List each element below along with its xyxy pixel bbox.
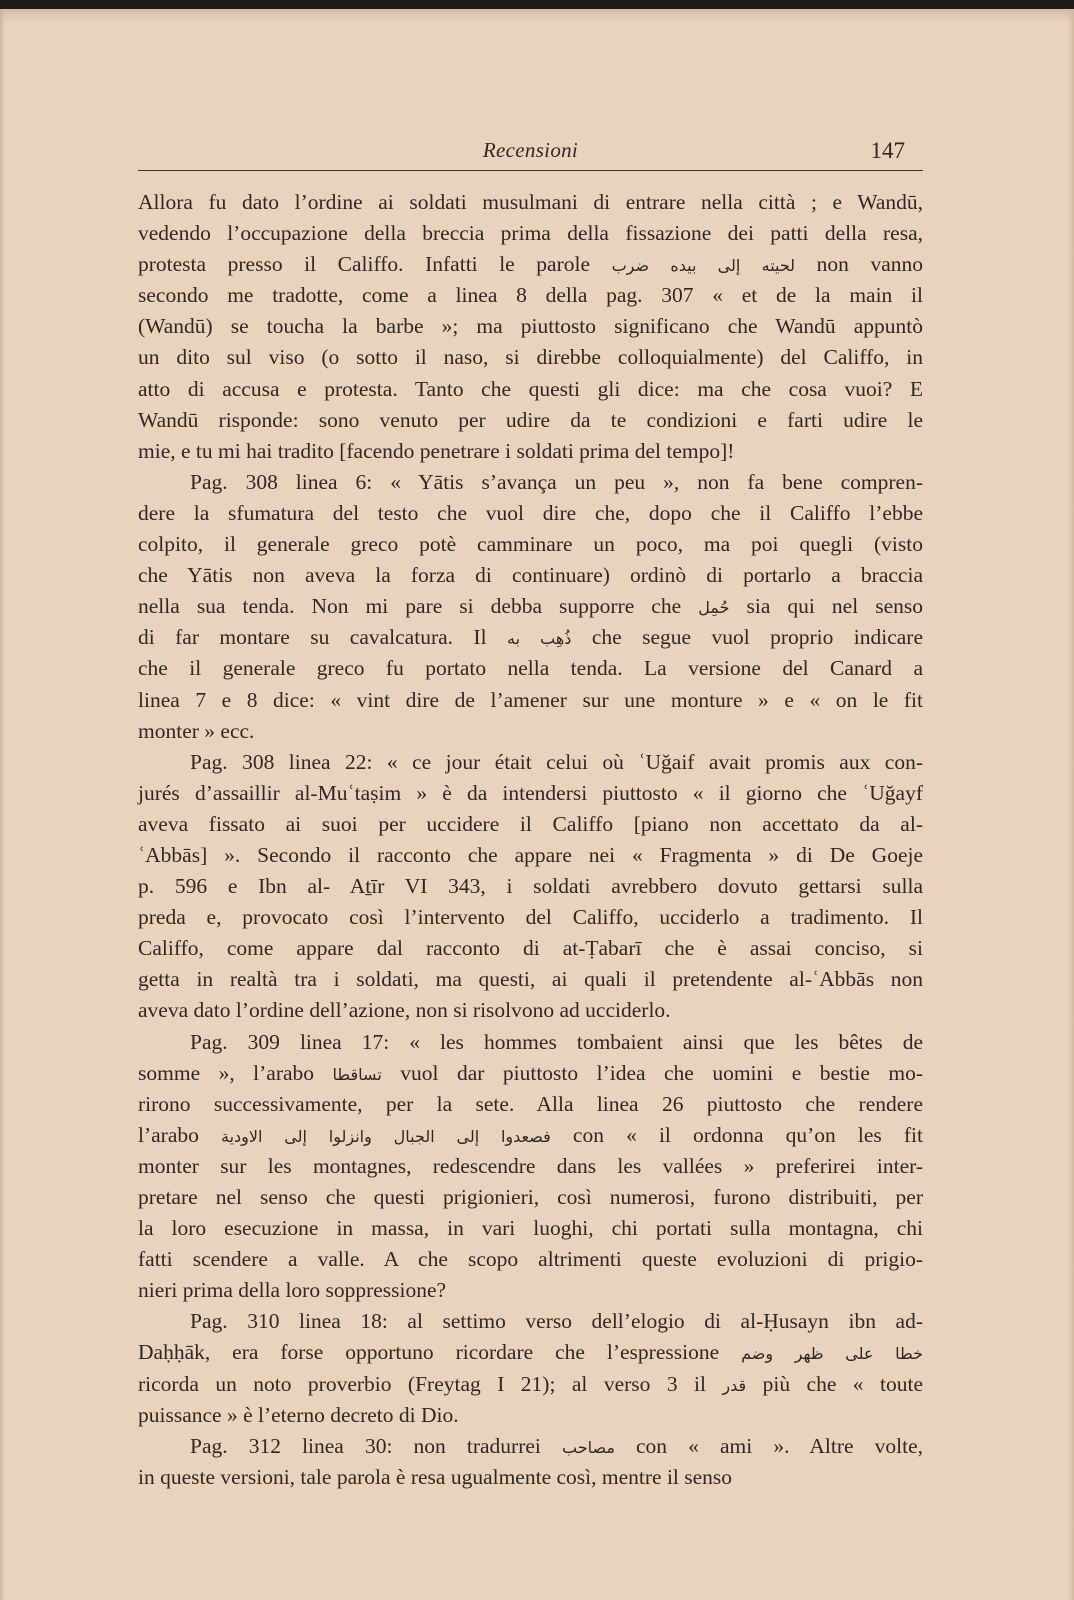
text-line: Pag. 310 linea 18: al settimo verso dell’elogio di al-Ḥusayn ibn ad- [190, 1309, 923, 1334]
text-line: protesta presso il Califfo. Infatti le parole لحيته إلى بيده ضرب non vanno [138, 252, 923, 277]
paragraph [138, 1431, 923, 1493]
running-title: Recensioni [482, 138, 579, 162]
paragraph [138, 187, 923, 467]
paragraph [138, 1027, 923, 1307]
text-line: Califfo, come appare dal racconto di at-Ṭabarī che è assai conciso, si [138, 936, 923, 961]
text-line: Allora fu dato l’ordine ai soldati musulmani di entrare nella città ; e Wandū, [138, 190, 923, 214]
text-line: jurés d’assaillir al-Muʿtaṣim » è da intendersi piuttosto « il giorno che ʿUğayf [138, 780, 923, 805]
text-line: Pag. 312 linea 30: non tradurrei مصاحب con « ami ». Altre volte, [190, 1433, 923, 1458]
text-line: puissance » è l’eterno decreto di Dio. [138, 1402, 459, 1427]
text-line: linea 7 e 8 dice: « vint dire de l’amener sur une monture » e « on le fit [138, 687, 923, 712]
text-line: atto di accusa e protesta. Tanto che questi gli dice: ma che cosa vuoi? E [138, 376, 923, 401]
text-line: nieri prima della loro soppressione? [138, 1278, 447, 1303]
text-line: dere la sfumatura del testo che vuol dire che, dopo che il Califfo l’ebbe [138, 500, 923, 525]
text-line: preda e, provocato così l’intervento del Califfo, ucciderlo a tradimento. Il [138, 905, 923, 930]
text-line: nella sua tenda. Non mi pare si debba supporre che حُمِل sia qui nel senso [138, 594, 923, 619]
paragraph [138, 467, 923, 747]
paragraph [138, 747, 923, 1027]
scan-top-edge [0, 0, 1074, 9]
text-line: Pag. 308 linea 22: « ce jour était celui où ʿUğaif avait promis aux con- [190, 749, 923, 774]
text-line: Daḥḥāk, era forse opportuno ricordare che l’espressione خطا على ظهر وضم [138, 1340, 923, 1365]
text-line: getta in realtà tra i soldati, ma questi, ai quali il pretendente al-ʿAbbās non [138, 967, 923, 992]
text-line: un dito sul viso (o sotto il naso, si direbbe colloquialmente) del Califfo, in [138, 345, 923, 370]
text-line: pretare nel senso che questi prigionieri, così numerosi, furono distribuiti, per [138, 1185, 923, 1209]
text-line: la loro esecuzione in massa, in vari luoghi, chi portati sulla montagna, chi [138, 1216, 923, 1241]
text-line: Pag. 309 linea 17: « les hommes tombaient ainsi que les bêtes de [190, 1029, 923, 1054]
text-line: in queste versioni, tale parola è resa ugualmente così, mentre il senso [138, 1464, 733, 1489]
text-line: somme », l’arabo تساقطا vuol dar piuttosto l’idea che uomini e bestie mo- [138, 1060, 923, 1085]
scan-left-edge [0, 9, 5, 1600]
scan-top-shadow [0, 9, 1074, 23]
paragraph [138, 1306, 923, 1430]
text-line: Wandū risponde: sono venuto per udire da te condizioni e farti udire le [138, 407, 923, 432]
text-line: di far montare su cavalcatura. Il ذُهِب به che segue vuol proprio indicare [138, 625, 924, 650]
text-line: che Yātis non aveva la forza di continuare) ordinò di portarlo a braccia [138, 563, 923, 588]
text-line: (Wandū) se toucha la barbe »; ma piuttosto significano che Wandū appuntò [138, 314, 923, 339]
text-line: monter sur les montagnes, redescendre dans les vallées » preferirei inter- [138, 1153, 923, 1178]
text-line: secondo me tradotte, come a linea 8 della pag. 307 « et de la main il [138, 283, 923, 308]
text-line: ricorda un noto proverbio (Freytag I 21); al verso 3 il قدر più che « toute [138, 1371, 923, 1396]
running-head [138, 130, 923, 171]
text-line: ʿAbbās] ». Secondo il racconto che appare nei « Fragmenta » di De Goeje [138, 842, 923, 867]
body-text [138, 187, 923, 1493]
scan-right-edge [1068, 9, 1074, 1600]
text-line: l’arabo فصعدوا إلى الجبال وانزلوا إلى الاودية con « il ordonna qu’on les fit [138, 1122, 924, 1147]
text-line: aveva fissato ai suoi per uccidere il Califfo [piano non accettato da al- [138, 811, 923, 836]
text-line: che il generale greco fu portato nella tenda. La versione del Canard a [138, 656, 923, 681]
text-line: Pag. 308 linea 6: « Yātis s’avança un peu », non fa bene compren- [190, 469, 923, 494]
text-line: mie, e tu mi hai tradito [facendo penetrare i soldati prima del tempo]! [138, 438, 735, 463]
text-line: rirono successivamente, per la sete. Alla linea 26 piuttosto che rendere [138, 1091, 923, 1116]
text-line: vedendo l’occupazione della breccia prima della fissazione dei patti della resa, [138, 221, 923, 246]
book-page [138, 130, 923, 1493]
text-line: p. 596 e Ibn al- Aṯīr VI 343, i soldati avrebbero dovuto gettarsi sulla [138, 874, 923, 899]
text-line: fatti scendere a valle. A che scopo altrimenti queste evoluzioni di prigio- [138, 1247, 923, 1272]
text-line: aveva dato l’ordine dell’azione, non si risolvono ad ucciderlo. [138, 998, 671, 1023]
text-line: monter » ecc. [138, 718, 255, 743]
text-line: colpito, il generale greco potè camminare un poco, ma poi quegli (visto [138, 532, 923, 557]
page-number: 147 [870, 138, 905, 163]
